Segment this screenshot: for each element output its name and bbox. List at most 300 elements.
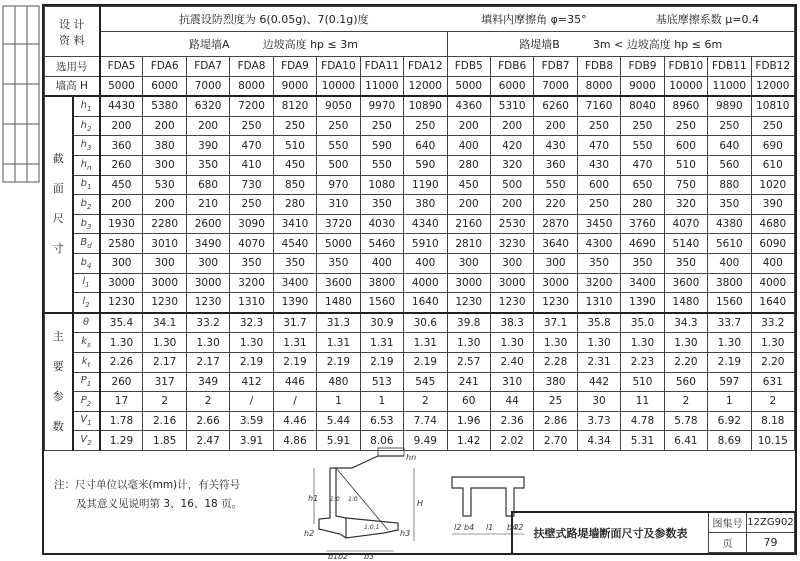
- table-row: [45, 234, 795, 254]
- table-row: [45, 253, 795, 273]
- table-cell: 200: [447, 195, 490, 215]
- table-cell: 1390: [273, 293, 316, 313]
- table-cell: 360: [534, 155, 577, 175]
- table-cell: 400: [404, 253, 447, 273]
- table-cell: 1: [708, 392, 751, 412]
- symbol-subscript: s: [87, 341, 91, 350]
- table-cell: 8.69: [708, 431, 751, 451]
- symbol: l: [82, 276, 86, 288]
- table-cell: 380: [534, 372, 577, 392]
- table-cell: 30: [577, 392, 620, 412]
- table-cell: 1310: [577, 293, 620, 313]
- table-cell: 200: [143, 116, 186, 136]
- table-cell: 7.74: [404, 411, 447, 431]
- symbol-cell: [73, 313, 100, 333]
- table-cell: 280: [273, 195, 316, 215]
- table-cell: 4.46: [273, 411, 316, 431]
- table-cell: FDA9: [273, 57, 316, 77]
- table-cell: 4030: [360, 214, 403, 234]
- table-cell: 2.20: [751, 352, 794, 372]
- table-cell: 4070: [664, 214, 707, 234]
- table-row: [45, 136, 795, 156]
- table-row: [45, 96, 795, 116]
- symbol: b: [80, 197, 87, 209]
- table-cell: 9050: [317, 96, 360, 116]
- symbol: b: [80, 256, 87, 268]
- table-cell: 4360: [447, 96, 490, 116]
- table-cell: 3000: [100, 273, 143, 293]
- table-cell: 1230: [534, 293, 577, 313]
- table-cell: FDB9: [621, 57, 664, 77]
- table-cell: 37.1: [534, 313, 577, 333]
- table-cell: 750: [664, 175, 707, 195]
- table-cell: 6.53: [360, 411, 403, 431]
- table-cell: 44: [490, 392, 533, 412]
- table-cell: 300: [143, 253, 186, 273]
- table-cell: 500: [317, 155, 360, 175]
- symbol: V: [80, 414, 88, 426]
- table-cell: 1230: [447, 293, 490, 313]
- table-cell: 1: [360, 392, 403, 412]
- table-cell: 3600: [664, 273, 707, 293]
- table-row: [45, 411, 795, 431]
- table-cell: 500: [490, 175, 533, 195]
- table-cell: 450: [273, 155, 316, 175]
- table-cell: 1.30: [230, 333, 273, 353]
- table-cell: 3.59: [230, 411, 273, 431]
- table-row: [45, 293, 795, 313]
- b4-left-label: b4: [464, 523, 475, 532]
- symbol: θ: [82, 316, 90, 328]
- symbol-cell: [73, 136, 100, 156]
- table-cell: 7000: [534, 76, 577, 96]
- table-cell: 34.3: [664, 313, 707, 333]
- symbol-subscript: 2: [86, 124, 92, 133]
- group-a-header: 路堤墙A 边坡高度 hp ≤ 3m: [100, 32, 448, 57]
- symbol: h: [80, 139, 87, 151]
- table-cell: 12000: [751, 76, 794, 96]
- model-row: [45, 57, 795, 77]
- table-cell: 680: [186, 175, 229, 195]
- symbol-subscript: 2: [86, 399, 92, 408]
- table-cell: 2530: [490, 214, 533, 234]
- table-row: [45, 175, 795, 195]
- h2-label: h2: [304, 529, 315, 538]
- table-cell: 300: [447, 253, 490, 273]
- table-cell: 3090: [230, 214, 273, 234]
- symbol-cell: [73, 392, 100, 412]
- table-cell: 200: [490, 195, 533, 215]
- table-cell: 560: [708, 155, 751, 175]
- slope-label: 1:0: [330, 496, 340, 503]
- table-cell: 390: [751, 195, 794, 215]
- table-cell: 1.30: [664, 333, 707, 353]
- design-data-label: 设 计 资 料: [45, 7, 100, 57]
- table-cell: 1230: [186, 293, 229, 313]
- table-cell: 2.02: [490, 431, 533, 451]
- table-cell: FDA10: [317, 57, 360, 77]
- table-cell: 530: [143, 175, 186, 195]
- table-cell: 7200: [230, 96, 273, 116]
- table-cell: 430: [577, 155, 620, 175]
- table-cell: 320: [664, 195, 707, 215]
- table-cell: 200: [447, 116, 490, 136]
- table-cell: 412: [230, 372, 273, 392]
- table-cell: 280: [447, 155, 490, 175]
- table-cell: 7000: [186, 76, 229, 96]
- table-cell: 8120: [273, 96, 316, 116]
- table-cell: 1.30: [621, 333, 664, 353]
- table-cell: 880: [708, 175, 751, 195]
- table-cell: FDB7: [534, 57, 577, 77]
- table-cell: 30.9: [360, 313, 403, 333]
- symbol: B: [80, 237, 88, 249]
- table-cell: 3400: [273, 273, 316, 293]
- table-row: [45, 333, 795, 353]
- notes: [54, 476, 242, 514]
- table-cell: 2.20: [664, 352, 707, 372]
- table-cell: 5000: [317, 234, 360, 254]
- table-cell: 650: [621, 175, 664, 195]
- symbol-subscript: 1: [86, 183, 92, 192]
- table-cell: 12000: [404, 76, 447, 96]
- table-cell: 1.29: [100, 431, 143, 451]
- note-line-2: 及其意义见说明第 3、16、18 页。: [76, 498, 243, 510]
- table-cell: 3450: [577, 214, 620, 234]
- symbol-cell: [73, 431, 100, 451]
- table-cell: 9970: [360, 96, 403, 116]
- symbol: h: [80, 119, 87, 131]
- table-cell: 5.78: [664, 411, 707, 431]
- table-cell: 1.78: [100, 411, 143, 431]
- table-cell: 510: [621, 372, 664, 392]
- table-cell: 510: [273, 136, 316, 156]
- table-cell: 1.31: [360, 333, 403, 353]
- title-block: [511, 511, 795, 553]
- table-cell: 400: [447, 136, 490, 156]
- table-cell: 5.44: [317, 411, 360, 431]
- table-cell: 4430: [100, 96, 143, 116]
- table-cell: 34.1: [143, 313, 186, 333]
- table-cell: 1640: [404, 293, 447, 313]
- table-cell: 9890: [708, 96, 751, 116]
- b1-label: b1: [328, 552, 339, 561]
- table-cell: 8000: [230, 76, 273, 96]
- table-cell: 2.19: [360, 352, 403, 372]
- table-cell: 35.8: [577, 313, 620, 333]
- table-cell: 1.96: [447, 411, 490, 431]
- table-cell: 11000: [708, 76, 751, 96]
- table-cell: 350: [708, 195, 751, 215]
- symbol: k: [81, 355, 88, 367]
- page-number: 79: [747, 533, 795, 553]
- table-cell: 970: [317, 175, 360, 195]
- table-cell: 550: [317, 136, 360, 156]
- table-cell: 550: [621, 136, 664, 156]
- table-cell: 5.91: [317, 431, 360, 451]
- symbol-subscript: n: [86, 163, 92, 172]
- table-cell: 8.18: [751, 411, 794, 431]
- table-cell: 2.47: [186, 431, 229, 451]
- table-cell: FDA7: [186, 57, 229, 77]
- table-cell: 513: [360, 372, 403, 392]
- table-cell: 1.85: [143, 431, 186, 451]
- table-cell: 250: [230, 116, 273, 136]
- drawing-title: 扶壁式路堤墙断面尺寸及参数表: [513, 513, 709, 553]
- table-cell: FDB10: [664, 57, 707, 77]
- table-cell: 3490: [186, 234, 229, 254]
- table-cell: 250: [404, 116, 447, 136]
- table-row: [45, 116, 795, 136]
- table-cell: 11: [621, 392, 664, 412]
- table-cell: 410: [230, 155, 273, 175]
- table-cell: 2.17: [186, 352, 229, 372]
- table-cell: 3400: [621, 273, 664, 293]
- table-cell: 200: [100, 195, 143, 215]
- table-cell: 5380: [143, 96, 186, 116]
- table-cell: 600: [577, 175, 620, 195]
- table-cell: 2.28: [534, 352, 577, 372]
- table-cell: 3000: [534, 273, 577, 293]
- l1-label: l1: [486, 523, 494, 532]
- table-cell: 4.34: [577, 431, 620, 451]
- table-cell: 2580: [100, 234, 143, 254]
- table-cell: 597: [708, 372, 751, 392]
- symbol: V: [80, 434, 88, 446]
- table-cell: 2.36: [490, 411, 533, 431]
- table-cell: 1390: [621, 293, 664, 313]
- table-cell: 3000: [447, 273, 490, 293]
- table-cell: 360: [100, 136, 143, 156]
- symbol-cell: [73, 96, 100, 116]
- table-cell: 730: [230, 175, 273, 195]
- table-cell: 470: [621, 155, 664, 175]
- table-cell: 2.19: [273, 352, 316, 372]
- table-cell: 33.2: [751, 313, 794, 333]
- table-cell: 610: [751, 155, 794, 175]
- base-friction-note: 基底摩擦系数 μ=0.4: [621, 7, 795, 32]
- table-cell: 400: [360, 253, 403, 273]
- table-cell: 1.31: [317, 333, 360, 353]
- table-row: [45, 352, 795, 372]
- table-cell: 220: [534, 195, 577, 215]
- table-cell: 1080: [360, 175, 403, 195]
- hn-label: hn: [406, 453, 417, 462]
- symbol-cell: [73, 372, 100, 392]
- table-cell: 10.15: [751, 431, 794, 451]
- table-cell: 35.0: [621, 313, 664, 333]
- table-cell: 6260: [534, 96, 577, 116]
- table-cell: 2: [404, 392, 447, 412]
- table-cell: 4000: [751, 273, 794, 293]
- table-cell: 8.06: [360, 431, 403, 451]
- table-cell: 2160: [447, 214, 490, 234]
- table-cell: 5.31: [621, 431, 664, 451]
- table-cell: 3230: [490, 234, 533, 254]
- table-cell: 4340: [404, 214, 447, 234]
- symbol-subscript: 2: [87, 439, 92, 448]
- table-cell: 1.30: [490, 333, 533, 353]
- table-cell: 1: [317, 392, 360, 412]
- table-cell: 400: [751, 253, 794, 273]
- table-cell: 1640: [751, 293, 794, 313]
- table-row: [45, 313, 795, 333]
- b4-right-label: b4: [507, 523, 518, 532]
- table-cell: 4680: [751, 214, 794, 234]
- table-cell: 1.30: [751, 333, 794, 353]
- table-cell: 480: [317, 372, 360, 392]
- table-cell: 3.73: [577, 411, 620, 431]
- table-cell: 300: [490, 253, 533, 273]
- table-cell: 250: [273, 116, 316, 136]
- table-cell: 1.30: [534, 333, 577, 353]
- table-cell: 260: [100, 372, 143, 392]
- symbol-cell: [73, 175, 100, 195]
- table-cell: 2: [186, 392, 229, 412]
- table-cell: 1.31: [404, 333, 447, 353]
- table-cell: 1230: [143, 293, 186, 313]
- table-row: [45, 372, 795, 392]
- table-cell: 8000: [577, 76, 620, 96]
- table-cell: 1020: [751, 175, 794, 195]
- symbol-cell: [73, 116, 100, 136]
- table-cell: 6000: [143, 76, 186, 96]
- table-cell: 510: [664, 155, 707, 175]
- table-cell: 6.92: [708, 411, 751, 431]
- b2-label: b2: [338, 552, 349, 561]
- table-cell: 5610: [708, 234, 751, 254]
- table-cell: FDA5: [100, 57, 143, 77]
- table-cell: 32.3: [230, 313, 273, 333]
- table-cell: 560: [664, 372, 707, 392]
- table-cell: 5460: [360, 234, 403, 254]
- symbol-cell: [73, 195, 100, 215]
- table-cell: 4070: [230, 234, 273, 254]
- symbol-cell: [73, 411, 100, 431]
- symbol: k: [81, 336, 88, 348]
- symbol-subscript: 4: [86, 261, 92, 270]
- table-cell: 200: [534, 116, 577, 136]
- table-cell: 2.19: [317, 352, 360, 372]
- table-cell: 10810: [751, 96, 794, 116]
- table-cell: 8960: [664, 96, 707, 116]
- table-cell: 35.4: [100, 313, 143, 333]
- table-cell: 6320: [186, 96, 229, 116]
- table-cell: 350: [664, 253, 707, 273]
- table-cell: 250: [621, 116, 664, 136]
- table-cell: 420: [490, 136, 533, 156]
- table-cell: 442: [577, 372, 620, 392]
- atlas-number: 12ZG902: [747, 513, 795, 533]
- table-cell: 400: [708, 253, 751, 273]
- table-cell: 9000: [273, 76, 316, 96]
- symbol-subscript: 1: [86, 104, 92, 113]
- table-cell: 250: [360, 116, 403, 136]
- table-cell: 2.17: [143, 352, 186, 372]
- table-cell: FDB8: [577, 57, 620, 77]
- table-cell: 1560: [360, 293, 403, 313]
- table-cell: FDB6: [490, 57, 533, 77]
- symbol-cell: [73, 253, 100, 273]
- table-cell: 2.19: [230, 352, 273, 372]
- symbol-cell: [73, 333, 100, 353]
- table-row: [45, 195, 795, 215]
- symbol-subscript: 1: [86, 380, 92, 389]
- table-cell: 310: [317, 195, 360, 215]
- symbol: l: [82, 295, 86, 307]
- table-cell: 1560: [708, 293, 751, 313]
- table-cell: FDA8: [230, 57, 273, 77]
- symbol: P: [80, 375, 87, 387]
- table-cell: 30.6: [404, 313, 447, 333]
- table-cell: 2810: [447, 234, 490, 254]
- table-cell: FDB5: [447, 57, 490, 77]
- table-cell: 1.30: [100, 333, 143, 353]
- b3-label: b3: [364, 552, 375, 561]
- symbol: h: [80, 158, 87, 170]
- parameter-table: [44, 6, 795, 451]
- table-cell: 2.31: [577, 352, 620, 372]
- table-cell: 5310: [490, 96, 533, 116]
- table-cell: 9000: [621, 76, 664, 96]
- table-cell: 4.78: [621, 411, 664, 431]
- table-cell: 631: [751, 372, 794, 392]
- symbol-subscript: 1: [85, 281, 90, 290]
- wall-height-row: [45, 76, 795, 96]
- symbol-cell: [73, 293, 100, 313]
- symbol-cell: [73, 352, 100, 372]
- table-cell: 3.91: [230, 431, 273, 451]
- table-cell: 3800: [360, 273, 403, 293]
- table-cell: 6.41: [664, 431, 707, 451]
- table-cell: 10890: [404, 96, 447, 116]
- table-cell: 10000: [664, 76, 707, 96]
- table-cell: 6090: [751, 234, 794, 254]
- table-cell: 690: [751, 136, 794, 156]
- table-cell: 1230: [100, 293, 143, 313]
- table-cell: 250: [577, 116, 620, 136]
- table-cell: 300: [534, 253, 577, 273]
- table-cell: 2870: [534, 214, 577, 234]
- section-dimensions-group: 截 面 尺 寸: [45, 96, 73, 313]
- table-cell: 5910: [404, 234, 447, 254]
- l2-left-label: l2: [454, 523, 462, 532]
- table-cell: 2.86: [534, 411, 577, 431]
- table-row: [45, 273, 795, 293]
- table-cell: 850: [273, 175, 316, 195]
- table-cell: 8040: [621, 96, 664, 116]
- table-cell: 2.19: [708, 352, 751, 372]
- base-slope-label: 1:0.1: [364, 524, 380, 531]
- symbol: b: [80, 178, 87, 190]
- table-row: [45, 392, 795, 412]
- table-cell: /: [273, 392, 316, 412]
- table-cell: 250: [317, 116, 360, 136]
- table-cell: 260: [100, 155, 143, 175]
- table-cell: 25: [534, 392, 577, 412]
- wall-height-row-label: 墙高 H: [45, 76, 100, 96]
- atlas-number-label: 图集号: [709, 513, 747, 533]
- table-cell: 3200: [230, 273, 273, 293]
- table-cell: FDA12: [404, 57, 447, 77]
- table-cell: 430: [534, 136, 577, 156]
- note-line-1: 注：尺寸单位以毫米(mm)计，有关符号: [54, 479, 241, 491]
- table-cell: 545: [404, 372, 447, 392]
- table-cell: 17: [100, 392, 143, 412]
- table-cell: 1930: [100, 214, 143, 234]
- H-label: H: [417, 499, 424, 508]
- table-cell: 470: [577, 136, 620, 156]
